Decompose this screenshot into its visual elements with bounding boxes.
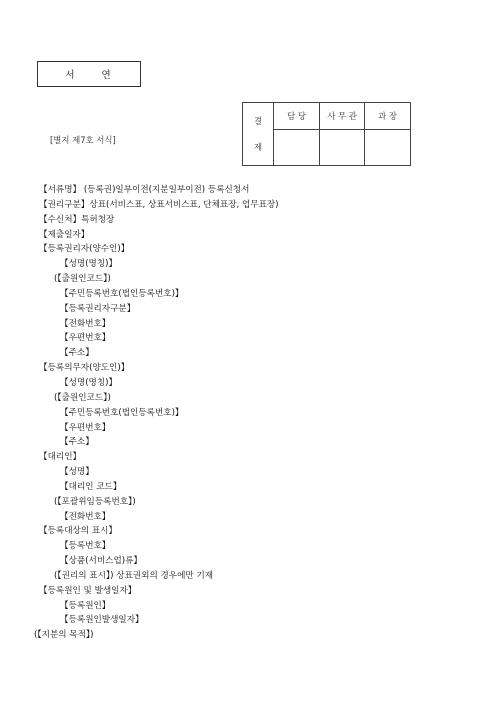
form-field-line: 【등록원인】 — [60, 600, 111, 611]
form-field-line: 【등록원인발생일자】 — [60, 615, 144, 626]
form-field-line: 【제출일자】 — [39, 229, 90, 240]
form-field-line: 【대리인 코드】 — [60, 481, 122, 492]
approval-col-manager: 담 당 — [274, 103, 320, 130]
form-field-line: 【등록권리자구분】 — [60, 303, 136, 314]
form-title: 서 연 — [65, 70, 113, 81]
form-field-line: (【출원인코드】) — [54, 274, 111, 285]
approval-side-label — [243, 103, 274, 166]
form-field-line: (【출원인코드】) — [54, 392, 111, 403]
form-field-line: 【전화번호】 — [60, 511, 111, 522]
approval-sign-officer — [320, 130, 365, 166]
approval-table — [242, 102, 411, 166]
form-field-line: 【권리구분】상표(서비스표, 상표서비스표, 단체표장, 업무표장) — [39, 199, 279, 210]
form-number: [별지 제7호 서식] — [50, 135, 116, 145]
form-field-line: (【지분의 목적】) — [34, 630, 94, 641]
form-field-line: 【등록번호】 — [60, 541, 111, 552]
form-title-box — [37, 61, 141, 87]
form-field-line: 【주소】 — [60, 437, 94, 448]
form-field-line: 【주민등록번호(법인등록번호)】 — [60, 407, 184, 418]
form-field-line: 【주민등록번호(법인등록번호)】 — [60, 288, 184, 299]
form-field-line: 【상품(서비스업)류】 — [60, 556, 143, 567]
form-field-line: (【권리의 표시】) 상표권외의 경우에만 기재 — [54, 570, 214, 581]
form-field-line: 【주소】 — [60, 348, 94, 359]
form-field-line: 【대리인】 — [39, 452, 82, 463]
form-field-line: 【등록권리자(양수인)】 — [39, 244, 130, 255]
approval-sign-chief — [365, 130, 411, 166]
form-fields — [34, 183, 494, 643]
approval-sign-manager — [274, 130, 320, 166]
form-field-line: 【성명(명칭)】 — [60, 377, 118, 388]
form-field-line: 【등록대상의 표시】 — [39, 526, 118, 537]
form-field-line: 【우편번호】 — [60, 422, 111, 433]
form-field-line: 【서류명】 (등록권)일부이전(지분일부이전) 등록신청서 — [39, 185, 250, 195]
form-field-line: 【전화번호】 — [60, 318, 111, 329]
approval-side-top: 결 — [253, 116, 263, 126]
approval-col-chief: 과 장 — [365, 103, 411, 130]
form-field-line: 【성명(명칭)】 — [60, 259, 118, 270]
form-field-line: 【우편번호】 — [60, 333, 111, 344]
form-field-line: 【등록원인 및 발생일자】 — [39, 585, 137, 596]
form-field-line: 【등록의무자(양도인)】 — [39, 363, 130, 374]
form-field-line: (【포괄위임등록번호】) — [54, 496, 136, 507]
approval-col-officer: 사 무 관 — [320, 103, 365, 130]
form-field-line: 【수신처】특허청장 — [39, 214, 115, 225]
approval-side-bottom: 제 — [253, 142, 263, 152]
form-field-line: 【성명】 — [60, 467, 94, 478]
